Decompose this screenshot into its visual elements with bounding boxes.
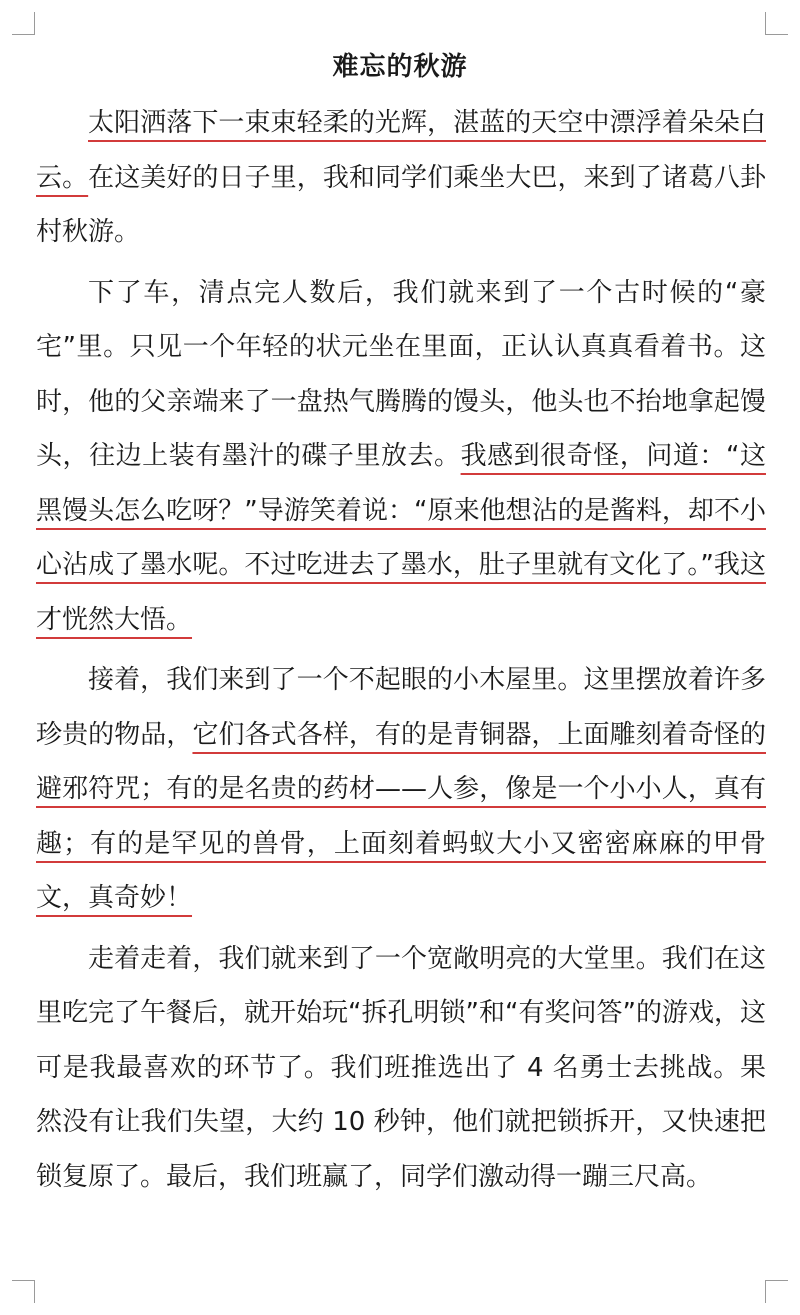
- body-text: 下了车，清点完人数后，我们就来到了一个古时候的“豪宅”里。只见一个年轻的状元坐在里面，正认认真真看着书。这时，他的父亲端来了一盘热气腾腾的馒头，他头也不抬地拿起馒头，往边上装有墨汁的碟子里放去。: [36, 277, 766, 471]
- paragraph-3: [36, 653, 766, 926]
- body-text: 在这美好的日子里，我和同学们乘坐大巴，来到了诸葛八卦村秋游。: [36, 162, 766, 247]
- crop-mark-bottom-left: [12, 1280, 35, 1303]
- document-title: 难忘的秋游: [332, 52, 468, 82]
- document-body: [36, 96, 766, 1210]
- crop-mark-top-left: [12, 12, 35, 35]
- underlined-text: 我感到很奇怪，问道：“这黑馒头怎么吃呀？”导游笑着说：“原来他想沾的是酱料，却不小心沾成了墨水呢。不过吃进去了墨水，肚子里就有文化了。”我这才恍然大悟。: [36, 441, 766, 635]
- body-text: 走着走着，我们就来到了一个宽敞明亮的大堂里。我们在这里吃完了午餐后，就开始玩“拆孔明锁”和“有奖问答”的游戏，这可是我最喜欢的环节了。我们班推选出了 4 名勇士去挑战。果然没有让我们失望，大约 10 秒钟，他们就把锁拆开，又快速把锁复原了。最后，我们班赢了，同学们激动得一蹦三尺高。: [36, 943, 766, 1192]
- paragraph-2: [36, 266, 766, 648]
- body-text: 接着，我们来到了一个不起眼的小木屋里。这里摆放着许多珍贵的物品，: [36, 665, 766, 750]
- crop-mark-bottom-right: [765, 1280, 788, 1303]
- underlined-text: 它们各式各样，有的是青铜器，上面雕刻着奇怪的避邪符咒；有的是名贵的药材——人参，像是一个小小人，真有趣；有的是罕见的兽骨，上面刻着蚂蚁大小又密密麻麻的甲骨文，真奇妙！: [36, 719, 766, 913]
- crop-mark-top-right: [765, 12, 788, 35]
- paragraph-4: [36, 932, 766, 1205]
- paragraph-1: [36, 96, 766, 260]
- underlined-text: 太阳洒落下一束束轻柔的光辉，湛蓝的天空中漂浮着朵朵白云。: [36, 108, 766, 193]
